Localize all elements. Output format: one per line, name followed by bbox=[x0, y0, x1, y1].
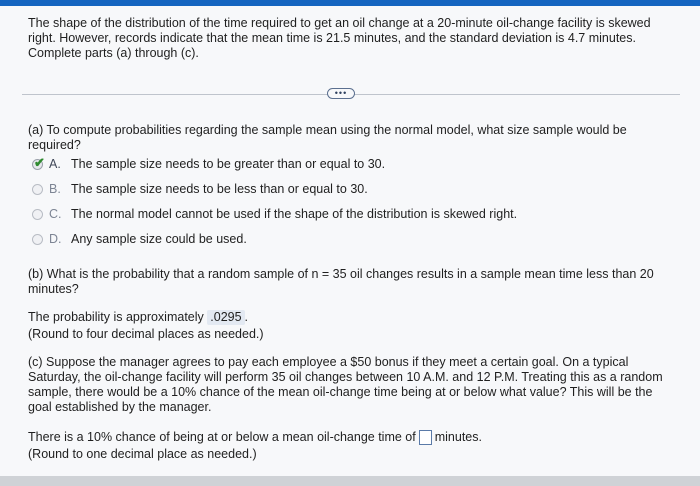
answer-suffix: . bbox=[244, 310, 249, 324]
option-c[interactable] bbox=[32, 206, 517, 222]
part-a-question: (a) To compute probabilities regarding the sample mean using the normal model, what size sample would be required? bbox=[28, 123, 627, 152]
radio-c[interactable] bbox=[32, 209, 43, 220]
option-letter: C. bbox=[49, 207, 62, 221]
answer-prefix: The probability is approximately bbox=[28, 310, 204, 324]
option-a[interactable] bbox=[32, 156, 385, 172]
radio-a[interactable] bbox=[32, 154, 45, 170]
correct-check-icon: ✔ bbox=[34, 154, 45, 170]
radio-b[interactable] bbox=[32, 184, 43, 195]
option-text: Any sample size could be used. bbox=[71, 232, 247, 246]
bottom-edge bbox=[0, 476, 700, 486]
option-d[interactable] bbox=[32, 231, 247, 247]
option-text: The normal model cannot be used if the shape of the distribution is skewed right. bbox=[71, 207, 518, 221]
part-c-question: (c) Suppose the manager agrees to pay each employee a $50 bonus if they meet a certain goal. On a typical Saturday, the oil-change facility will perform 35 oil changes between 10 A.M. and 12 P.M. Treating this as a random sample, there would be a 10% chance of the mean oil-change time being at or below what value? This will be the goal established by the manager. bbox=[28, 355, 663, 414]
answer-prefix: There is a 10% chance of being at or below a mean oil-change time of bbox=[28, 430, 416, 444]
option-text: The sample size needs to be less than or equal to 30. bbox=[71, 182, 368, 196]
problem-intro: The shape of the distribution of the time required to get an oil change at a 20-minute oil-change facility is skewed right. However, records indicate that the mean time is 21.5 minutes, and the standard deviation is 4.7 minutes. Complete parts (a) through (c). bbox=[28, 16, 651, 60]
option-b[interactable] bbox=[32, 181, 368, 197]
part-b-answer-line bbox=[28, 310, 673, 325]
answer-suffix: minutes. bbox=[434, 430, 482, 444]
expand-more-button[interactable]: ••• bbox=[327, 88, 355, 99]
option-letter: A. bbox=[49, 157, 61, 171]
part-c-rounding-note: (Round to one decimal place as needed.) bbox=[28, 447, 257, 461]
radio-d[interactable] bbox=[32, 234, 43, 245]
option-letter: D. bbox=[49, 232, 62, 246]
part-b-rounding-note: (Round to four decimal places as needed.) bbox=[28, 327, 264, 341]
part-c-answer-line bbox=[28, 430, 673, 445]
option-letter: B. bbox=[49, 182, 61, 196]
probability-answer-field[interactable]: .0295 bbox=[207, 310, 244, 325]
part-b-question: (b) What is the probability that a random sample of n = 35 oil changes results in a sample mean time less than 20 minutes? bbox=[28, 267, 654, 296]
option-text: The sample size needs to be greater than or equal to 30. bbox=[71, 157, 386, 171]
goal-time-input[interactable] bbox=[419, 430, 432, 445]
